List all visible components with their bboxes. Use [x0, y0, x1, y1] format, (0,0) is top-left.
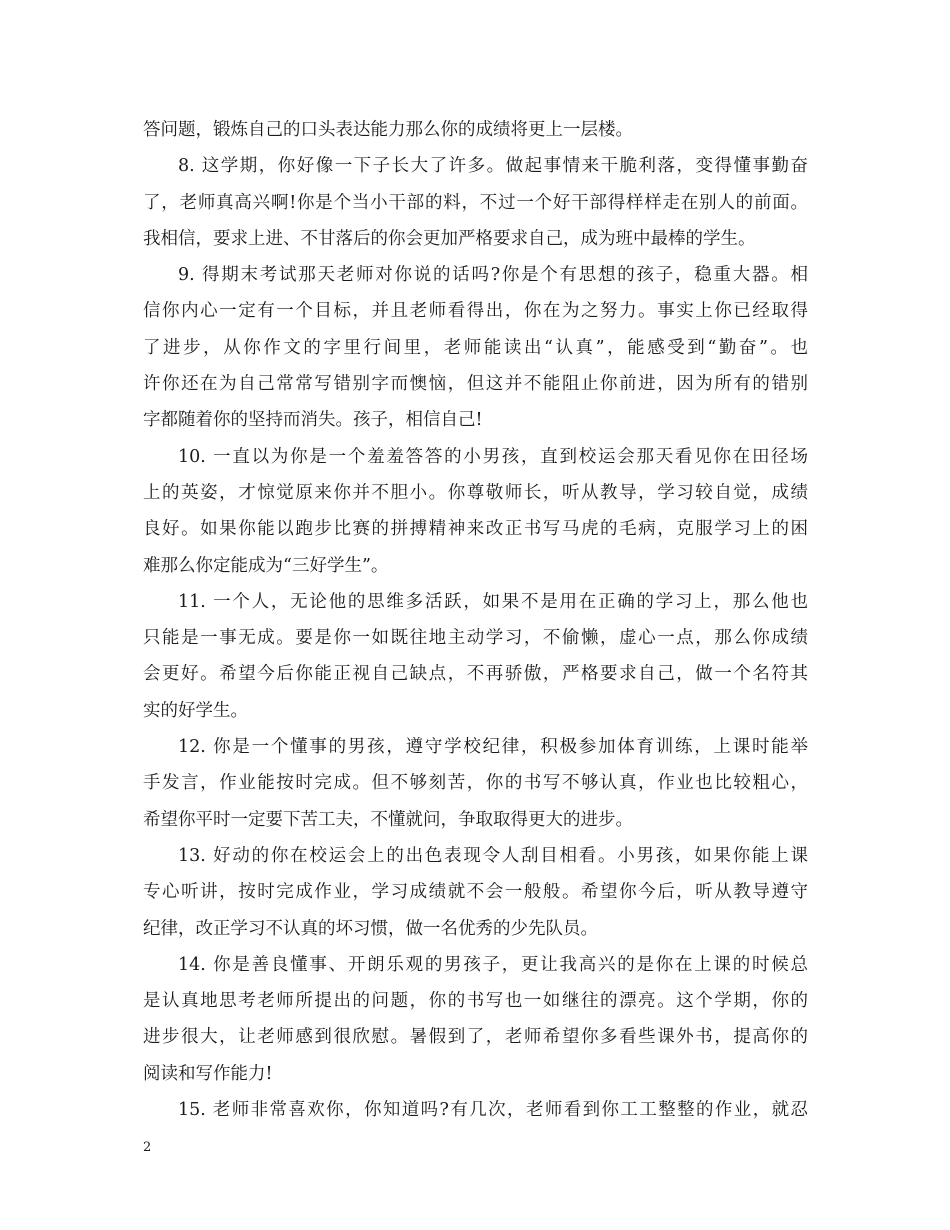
text-line: 只能是一事无成。要是你一如既往地主动学习，不偷懒，虚心一点，那么你成绩	[143, 628, 808, 649]
text-line: 信你内心一定有一个目标，并且老师看得出，你在为之努力。事实上你已经取得	[143, 301, 808, 322]
text-line: 良好。如果你能以跑步比赛的拼搏精神来改正书写马虎的毛病，克服学习上的困	[143, 519, 808, 540]
text-line: 9. 得期末考试那天老师对你说的话吗?你是个有思想的孩子，稳重大器。相	[178, 265, 808, 286]
text-line: 我相信，要求上进、不甘落后的你会更加严格要求自己，成为班中最棒的学生。	[143, 228, 756, 249]
text-line: 进步很大，让老师感到很欣慰。暑假到了，老师希望你多看些课外书，提高你的	[143, 1027, 808, 1048]
text-line: 阅读和写作能力!	[143, 1063, 273, 1084]
text-line: 14. 你是善良懂事、开朗乐观的男孩子，更让我高兴的是你在上课的时候总	[178, 954, 808, 975]
text-line: 10. 一直以为你是一个羞羞答答的小男孩，直到校运会那天看见你在田径场	[178, 446, 808, 467]
text-line: 会更好。希望今后你能正视自己缺点，不再骄傲，严格要求自己，做一个名符其	[143, 664, 808, 685]
text-line: 专心听讲，按时完成作业，学习成绩就不会一般般。希望你今后，听从教导遵守	[143, 882, 808, 903]
text-line: 字都随着你的坚持而消失。孩子，相信自己!	[143, 410, 483, 431]
text-line: 13. 好动的你在校运会上的出色表现令人刮目相看。小男孩，如果你能上课	[178, 845, 808, 866]
text-line: 难那么你定能成为“三好学生”。	[143, 555, 389, 576]
text-line: 8. 这学期，你好像一下子长大了许多。做起事情来干脆利落，变得懂事勤奋	[178, 156, 808, 177]
text-line: 许你还在为自己常常写错别字而懊恼，但这并不能阻止你前进，因为所有的错别	[143, 374, 808, 395]
text-line: 手发言，作业能按时完成。但不够刻苦，你的书写不够认真，作业也比较粗心，	[143, 773, 808, 794]
text-line: 答问题，锻炼自己的口头表达能力那么你的成绩将更上一层楼。	[143, 120, 633, 140]
text-line: 是认真地思考老师所提出的问题，你的书写也一如继往的漂亮。这个学期，你的	[143, 991, 808, 1012]
text-line: 上的英姿，才惊觉原来你并不胆小。你尊敬师长，听从教导，学习较自觉，成绩	[143, 482, 808, 503]
text-line: 15. 老师非常喜欢你，你知道吗?有几次，老师看到你工工整整的作业，就忍	[178, 1100, 808, 1121]
page-number: 2	[143, 1140, 152, 1155]
text-line: 纪律，改正学习不认真的坏习惯，做一名优秀的少先队员。	[143, 918, 598, 939]
text-line: 12. 你是一个懂事的男孩，遵守学校纪律，积极参加体育训练，上课时能举	[178, 737, 808, 758]
text-line: 了进步，从你作文的字里行间里，老师能读出“认真”，能感受到“勤奋”。也	[143, 337, 808, 358]
page-body-text	[143, 112, 808, 1128]
text-line: 11. 一个人，无论他的思维多活跃，如果不是用在正确的学习上，那么他也	[178, 591, 808, 612]
text-line: 了，老师真高兴啊!你是个当小干部的料，不过一个好干部得样样走在别人的前面。	[143, 192, 808, 213]
text-line: 希望你平时一定要下苦工夫，不懂就问，争取取得更大的进步。	[143, 809, 633, 830]
text-line: 实的好学生。	[143, 700, 248, 721]
